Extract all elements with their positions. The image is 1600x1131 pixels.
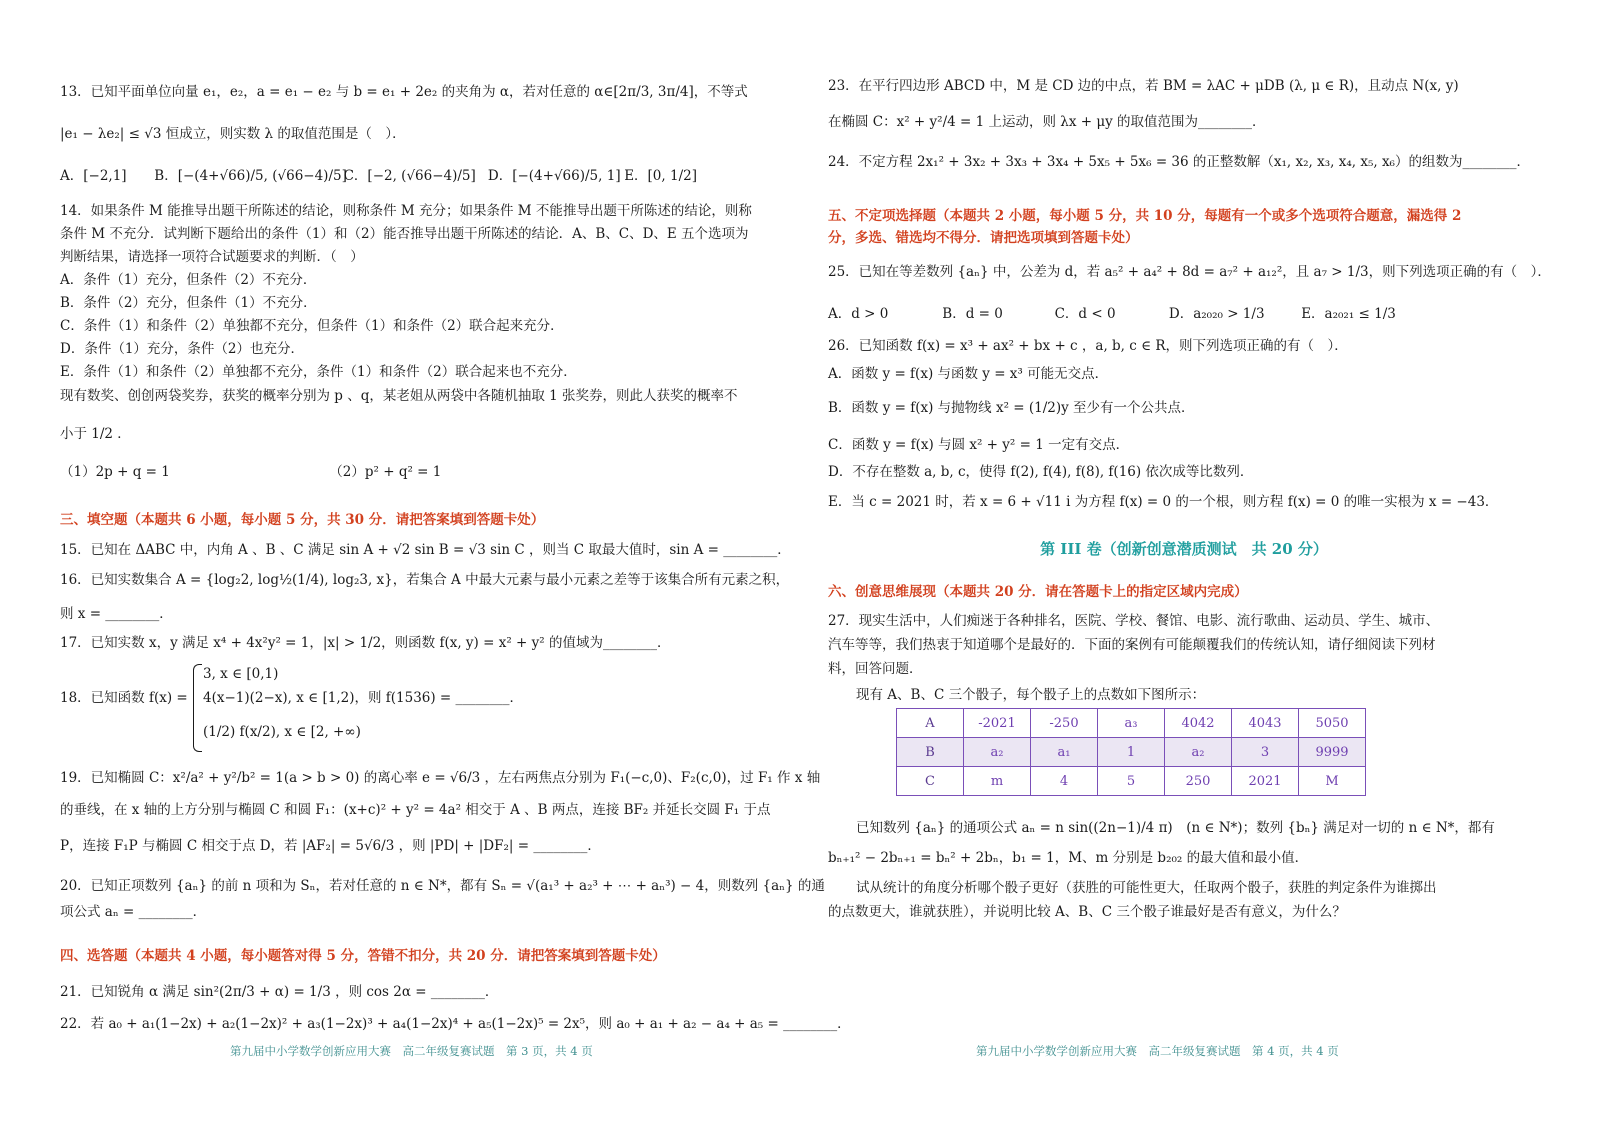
q27-question-line2: 的点数更大，谁就获胜），并说明比较 A、B、C 三个骰子谁最好是否有意义，为什么？ (828, 904, 1346, 920)
q23-line1: 23．在平行四边形 ABCD 中，M 是 CD 边的中点，若 BM = λAC + μDB (λ, μ ∈ R)，且动点 N(x, y) (828, 78, 1459, 94)
q14-stem2: 小于 1/2 ． (60, 426, 131, 442)
q19-line2: 的垂线，在 x 轴的上方分别与椭圆 C 和圆 F₁：(x+c)² + y² = 4a² 相交于 A 、B 两点，连接 BF₂ 并延长交圆 F₁ 于点 (60, 802, 771, 818)
dice-face: 4 (1031, 767, 1098, 796)
dice-row-a (897, 709, 1366, 738)
right-page (828, 0, 1551, 1131)
q14-option-c: C．条件（1）和条件（2）单独都不充分，但条件（1）和条件（2）联合起来充分． (60, 318, 564, 334)
right-footer: 第九届中小学数学创新应用大赛 高二年级复赛试题 第 4 页，共 4 页 (976, 1044, 1339, 1058)
dice-row-c (897, 767, 1366, 796)
q18-brace (193, 664, 202, 752)
section-5-heading-line1: 五、不定项选择题（本题共 2 小题，每小题 5 分，共 10 分，每题有一个或多个选项符合题意，漏选得 2 (828, 208, 1462, 224)
q14-option-b: B．条件（2）充分，但条件（1）不充分． (60, 295, 317, 311)
q27-question-line1: 试从统计的角度分析哪个骰子更好（获胜的可能性更大，任取两个骰子，获胜的判定条件为谁掷出 (856, 880, 1437, 896)
dice-face: a₁ (1031, 738, 1098, 767)
section-5-heading-line2: 分，多选、错选均不得分．请把选项填到答题卡处） (828, 230, 1139, 246)
q27-line2: 汽车等等，我们热衷于知道哪个是最好的．下面的案例有可能颠覆我们的传统认知，请仔细阅读下列材 (828, 637, 1436, 653)
q13-option-d: D．[−(4+√66)/5, 1] (487, 168, 621, 184)
q14-line1: 14．如果条件 M 能推导出题干所陈述的结论，则称条件 M 充分；如果条件 M 不能推导出题干所陈述的结论，则称 (60, 203, 752, 219)
q14-option-d: D．条件（1）充分，条件（2）也充分． (60, 341, 305, 357)
q20-line1: 20．已知正项数列 {aₙ} 的前 n 项和为 Sₙ，若对任意的 n ∈ N*，都有 Sₙ = √(a₁³ + a₂³ + ⋯ + aₙ³) − 4，则数列 {aₙ} 的通 (60, 878, 825, 894)
q14-condition-1: （1）2p + q = 1 (60, 464, 170, 480)
section-4-heading: 四、选答题（本题共 4 小题，每小题答对得 5 分，答错不扣分，共 20 分．请把答案填到答题卡处） (60, 948, 666, 964)
q26-option-c: C．函数 y = f(x) 与圆 x² + y² = 1 一定有交点． (828, 437, 1130, 453)
q13-line1: 13．已知平面单位向量 e₁，e₂，a = e₁ − e₂ 与 b = e₁ + 2e₂ 的夹角为 α，若对任意的 α∈[2π/3, 3π/4]，不等式 (60, 84, 748, 100)
q14-option-e: E．条件（1）和条件（2）单独都不充分，条件（1）和条件（2）联合起来也不充分． (60, 364, 577, 380)
q27-line3: 料，回答问题． (828, 661, 923, 677)
q25-option-c: C．d < 0 (1054, 306, 1116, 322)
q26-option-d: D．不存在整数 a, b, c，使得 f(2), f(4), f(8), f(16) 依次成等比数列． (828, 464, 1254, 480)
q21: 21．已知锐角 α 满足 sin²(2π/3 + α) = 1/3 ，则 cos 2α = ________． (60, 984, 499, 1000)
q14-line2: 条件 M 不充分．试判断下题给出的条件（1）和（2）能否推导出题干所陈述的结论．A、B、C、D、E 五个选项为 (60, 226, 749, 242)
dice-row-b (897, 738, 1366, 767)
q26-option-b: B．函数 y = f(x) 与抛物线 x² = (1/2)y 至少有一个公共点． (828, 400, 1195, 416)
dice-face: M (1299, 767, 1366, 796)
dice-face: 4042 (1165, 709, 1232, 738)
dice-label: B (897, 738, 964, 767)
dice-face: -2021 (964, 709, 1031, 738)
dice-face: 250 (1165, 767, 1232, 796)
dice-face: a₃ (1098, 709, 1165, 738)
q18-case3: (1/2) f(x/2), x ∈ [2, +∞) (203, 724, 361, 740)
q24: 24．不定方程 2x₁² + 3x₂ + 3x₃ + 3x₄ + 5x₅ + 5x₆ = 36 的正整数解（x₁, x₂, x₃, x₄, x₅, x₆）的组数为________． (828, 154, 1530, 170)
dice-face: 9999 (1299, 738, 1366, 767)
q25-option-b: B．d = 0 (942, 306, 1003, 322)
dice-face: 4043 (1232, 709, 1299, 738)
volume-3-title: 第 III 卷（创新创意潜质测试 共 20 分） (1040, 540, 1328, 558)
q13-option-a: A．[−2,1] (60, 168, 127, 184)
dice-label: C (897, 767, 964, 796)
dice-table (896, 708, 1366, 796)
q25-options (828, 304, 1540, 324)
q25-option-e: E．a₂₀₂₁ ≤ 1/3 (1301, 306, 1396, 322)
dice-label: A (897, 709, 964, 738)
q18-case1: 3, x ∈ [0,1) (203, 666, 279, 682)
dice-face: 2021 (1232, 767, 1299, 796)
q25-option-a: A．d > 0 (828, 306, 889, 322)
q18-prefix: 18．已知函数 f(x) = (60, 690, 188, 706)
q20-line2: 项公式 aₙ = ________． (60, 904, 207, 920)
q26: 26．已知函数 f(x) = x³ + ax² + bx + c ，a, b, c ∈ R，则下列选项正确的有（ ）． (828, 338, 1348, 354)
dice-face: m (964, 767, 1031, 796)
q14-condition-2: （2）p² + q² = 1 (329, 464, 442, 480)
q19-line1: 19．已知椭圆 C：x²/a² + y²/b² = 1(a > b > 0) 的离心率 e = √6/3 ，左右两焦点分别为 F₁(−c,0)、F₂(c,0)，过 F₁ 作 x 轴 (60, 770, 821, 786)
q22: 22．若 a₀ + a₁(1−2x) + a₂(1−2x)² + a₃(1−2x)³ + a₄(1−2x)⁴ + a₅(1−2x)⁵ = 2x⁵，则 a₀ + a₁ + a₂ − a₄ + a₅ = ________． (60, 1016, 851, 1032)
q14-line3: 判断结果，请选择一项符合试题要求的判断．（ ） (60, 249, 364, 265)
q16-line1: 16．已知实数集合 A = {log₂2, log½(1/4), log₂3, x}，若集合 A 中最大元素与最小元素之差等于该集合所有元素之积， (60, 572, 790, 588)
dice-face: a₂ (964, 738, 1031, 767)
q14-stem1: 现有数奖、创创两袋奖券，获奖的概率分别为 p 、q，某老姐从两袋中各随机抽取 1 张奖券，则此人获奖的概率不 (60, 388, 738, 404)
q14-conditions (60, 462, 760, 482)
q18-case2: 4(x−1)(2−x), x ∈ [1,2)，则 f(1536) = ________． (203, 690, 524, 706)
dice-face: 1 (1098, 738, 1165, 767)
dice-face: -250 (1031, 709, 1098, 738)
dice-face: 5 (1098, 767, 1165, 796)
q13-option-b: B．[−(4+√66)/5, (√66−4)/5] (154, 168, 347, 184)
q15: 15．已知在 ΔABC 中，内角 A 、B 、C 满足 sin A + √2 sin B = √3 sin C ，则当 C 取最大值时，sin A = ________． (60, 542, 791, 558)
q17: 17．已知实数 x，y 满足 x⁴ + 4x²y² = 1，|x| > 1/2，则函数 f(x, y) = x² + y² 的值域为________． (60, 635, 671, 651)
q13-option-c: C．[−2, (√66−4)/5] (343, 168, 476, 184)
q13-line2: |e₁ − λe₂| ≤ √3 恒成立，则实数 λ 的取值范围是（ ）． (60, 126, 406, 142)
dice-face: a₂ (1165, 738, 1232, 767)
q25: 25．已知在等差数列 {aₙ} 中，公差为 d，若 a₅² + a₄² + 8d = a₇² + a₁₂²，且 a₇ > 1/3，则下列选项正确的有（ ）． (828, 264, 1551, 280)
q27-intro: 现有 A、B、C 三个骰子，每个骰子上的点数如下图所示： (856, 687, 1206, 703)
dice-face: 5050 (1299, 709, 1366, 738)
q27-line1: 27．现实生活中，人们痴迷于各种排名，医院、学校、餐馆、电影、流行歌曲、运动员、学生、城市、 (828, 613, 1440, 629)
q27-sequence-line2: bₙ₊₁² − 2bₙ₊₁ = bₙ² + 2bₙ，b₁ = 1，M、m 分别是 b₂₀₂ 的最大值和最小值． (828, 850, 1309, 866)
q27-sequence-line1: 已知数列 {aₙ} 的通项公式 aₙ = n sin((2n−1)/4 π) (n ∈ N*)；数列 {bₙ} 满足对一切的 n ∈ N*，都有 (856, 820, 1495, 836)
q19-line3: P，连接 F₁P 与椭圆 C 相交于点 D，若 |AF₂| = 5√6/3 ，则 |PD| + |DF₂| = ________． (60, 838, 601, 854)
dice-face: 3 (1232, 738, 1299, 767)
section-6-heading: 六、创意思维展现（本题共 20 分．请在答题卡上的指定区域内完成） (828, 584, 1248, 600)
q26-option-e: E．当 c = 2021 时，若 x = 6 + √11 i 为方程 f(x) = 0 的一个根，则方程 f(x) = 0 的唯一实根为 x = −43． (828, 494, 1499, 510)
q23-line2: 在椭圆 C：x² + y²/4 = 1 上运动，则 λx + μy 的取值范围为________． (828, 114, 1266, 130)
q13-options (60, 166, 760, 186)
q16-line2: 则 x = ________． (60, 606, 173, 622)
section-3-heading: 三、填空题（本题共 6 小题，每小题 5 分，共 30 分．请把答案填到答题卡处） (60, 512, 545, 528)
left-page (60, 0, 851, 1131)
left-footer: 第九届中小学数学创新应用大赛 高二年级复赛试题 第 3 页，共 4 页 (230, 1044, 593, 1058)
q26-option-a: A．函数 y = f(x) 与函数 y = x³ 可能无交点． (828, 366, 1109, 382)
q25-option-d: D．a₂₀₂₀ > 1/3 (1168, 306, 1265, 322)
q13-option-e: E．[0, 1/2] (624, 168, 697, 184)
q14-option-a: A．条件（1）充分，但条件（2）不充分． (60, 272, 317, 288)
